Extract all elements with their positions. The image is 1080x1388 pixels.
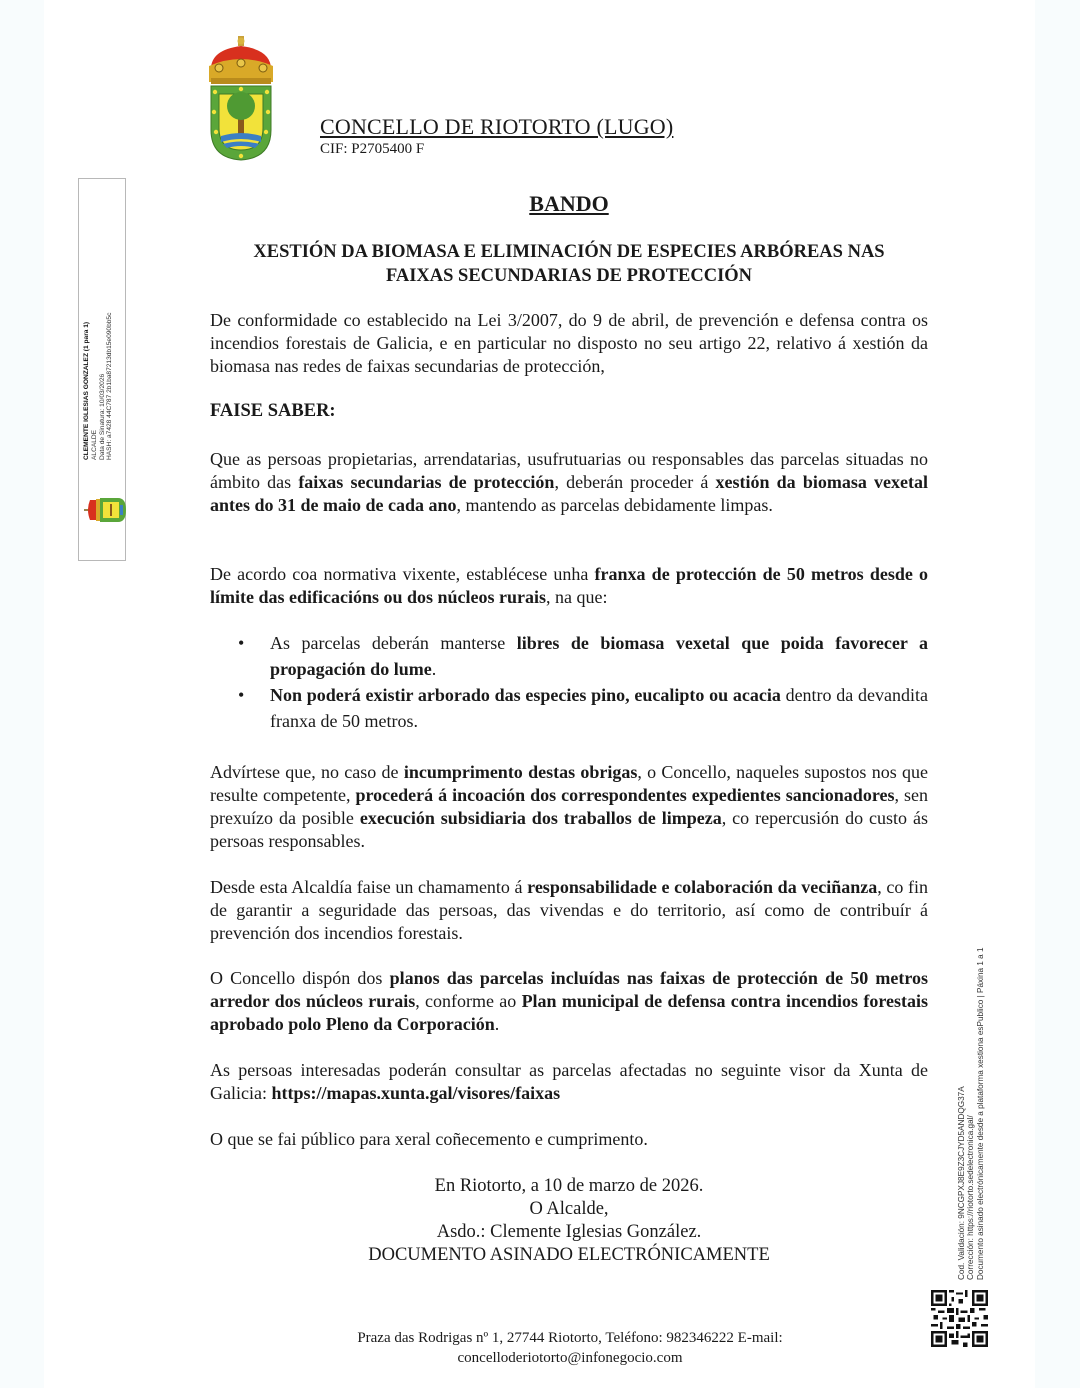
viewer-link[interactable]: https://mapas.xunta.gal/visores/faixas: [271, 1083, 561, 1103]
organization-cif: CIF: P2705400 F: [320, 141, 425, 157]
footer-contact: [260, 1328, 880, 1368]
validation-note: Documento asinado electrónicamente desde a plataforma xestiona esPublico | Páxina 1 a 1: [975, 947, 985, 1280]
list-item: [210, 682, 928, 734]
paragraph-warning: [210, 761, 928, 853]
text: De acordo coa normativa vixente, establécese unha: [210, 564, 595, 584]
signature-stamp-text: [83, 280, 114, 460]
text: , deberán proceder á: [554, 472, 716, 492]
emphasis: franxa de protección de 50 metros desde o límite das edificacións ou dos núcleos rurais: [210, 564, 928, 607]
coat-of-arms-icon: [205, 36, 277, 162]
closing-paragraph: O que se fai público para xeral coñecemento e cumprimento.: [210, 1129, 648, 1149]
qr-code-icon[interactable]: [931, 1290, 988, 1347]
text: , mantendo as parcelas debidamente limpas.: [456, 495, 773, 515]
emphasis: planos das parcelas incluídas nas faixas de protección de 50 metros arredor dos núcleos rurais: [210, 968, 928, 1011]
bullet-icon: •: [238, 633, 245, 653]
paragraph-strip: [210, 563, 928, 609]
paragraph-obligation: [210, 448, 928, 517]
emphasis: procederá á incoación dos correspondentes expedientes sancionadores: [355, 785, 895, 805]
signature-note: DOCUMENTO ASINADO ELECTRÓNICAMENTE: [368, 1245, 770, 1265]
emphasis: execución subsidiaria dos traballos de limpeza: [359, 808, 722, 828]
text: , o Concello, naqueles supostos nos que resulte competente,: [210, 762, 928, 805]
paragraph-appeal: [210, 876, 928, 945]
stamp-signer: CLEMENTE IGLESIAS GONZALEZ (1 para 1): [83, 321, 90, 460]
text: As parcelas deberán manterse: [270, 633, 517, 653]
document-subtitle: [210, 240, 928, 288]
stamp-crest-icon: [84, 496, 126, 524]
emphasis: xestión da biomasa vexetal antes do 31 de maio de cada ano: [210, 472, 928, 515]
subtitle-line-2: FAIXAS SECUNDARIAS DE PROTECCIÓN: [385, 266, 753, 286]
validation-stamp: [957, 870, 985, 1280]
emphasis: faixas secundarias de protección: [298, 472, 555, 492]
paragraph-plans: [210, 967, 928, 1036]
validation-code: Cod. Validación: 9NCGPXJ8E9Z3CJYD5ANDQG37A: [957, 1086, 966, 1280]
text: Que as persoas propietarias, arrendatarias, usufrutuarias ou responsables das parcelas situadas no ámbito das: [210, 449, 928, 492]
emphasis: incumprimento destas obrigas: [403, 762, 638, 782]
text: Advírtese que, no caso de: [210, 762, 404, 782]
footer-address: Praza das Rodrigas nº 1, 27744 Riotorto, Teléfono: 982346222 E-mail:: [357, 1330, 783, 1346]
text: , sen prexuízo da posible: [210, 785, 928, 828]
text: .: [431, 659, 437, 679]
subtitle-line-1: XESTIÓN DA BIOMASA E ELIMINACIÓN DE ESPECIES ARBÓREAS NAS: [253, 242, 885, 262]
list-item: [210, 630, 928, 682]
emphasis: responsabilidade e colaboración da veciñanza: [527, 877, 878, 897]
signer-name: Asdo.: Clemente Iglesias González.: [436, 1222, 702, 1242]
bullet-icon: •: [238, 685, 245, 705]
text: Desde esta Alcaldía faise un chamamento á: [210, 877, 528, 897]
faise-saber-heading: FAISE SABER:: [210, 401, 336, 421]
stamp-hash: HASH: a7428 44C787 2b1ba87213db15e090bb5c: [106, 312, 114, 460]
place-date: En Riotorto, a 10 de marzo de 2026.: [434, 1176, 704, 1196]
validation-url: Corrección: https://riotorto.sedelectronica.gal/: [966, 1115, 976, 1280]
document-type-title: BANDO: [529, 191, 609, 216]
signature-block: [210, 1175, 928, 1267]
requirements-list: [210, 630, 928, 734]
text: .: [494, 1014, 500, 1034]
text: dentro da devandita franxa de 50 metros.: [270, 685, 928, 731]
stamp-date: Data de Sinatura: 10/03/2026: [98, 373, 106, 460]
text: O Concello dispón dos: [210, 968, 390, 988]
stamp-role: ALCALDE: [90, 429, 98, 460]
paragraph-viewer: [210, 1059, 928, 1105]
text: , na que:: [546, 587, 608, 607]
emphasis: Plan municipal de defensa contra incendios forestais aprobado polo Pleno da Corporación: [210, 991, 928, 1034]
intro-paragraph: De conformidade co establecido na Lei 3/2007, do 9 de abril, de prevención e defensa contra os incendios forestais de Galicia, e en particular no disposto no seu artigo 22, relativo á xestión da biomasa nas redes de faixas secundarias de protección,: [210, 310, 928, 376]
text: , co repercusión do custo ás persoas responsables.: [210, 808, 928, 851]
emphasis: libres de biomasa vexetal que poida favorecer a propagación do lume: [270, 633, 928, 679]
emphasis: Non poderá existir arborado das especies pino, eucalipto ou acacia: [270, 685, 781, 705]
text: , co fin de garantir a seguridade das persoas, das vivendas e do territorio, así como de contribuír á prevención dos incendios forestais.: [210, 877, 929, 943]
organization-name: CONCELLO DE RIOTORTO (LUGO): [320, 114, 674, 139]
text: As persoas interesadas poderán consultar as parcelas afectadas no seguinte visor da Xunta de Galicia:: [210, 1060, 928, 1103]
footer-email[interactable]: concelloderiotorto@infonegocio.com: [457, 1350, 683, 1366]
text: , conforme ao: [415, 991, 522, 1011]
signer-role: O Alcalde,: [529, 1199, 609, 1219]
